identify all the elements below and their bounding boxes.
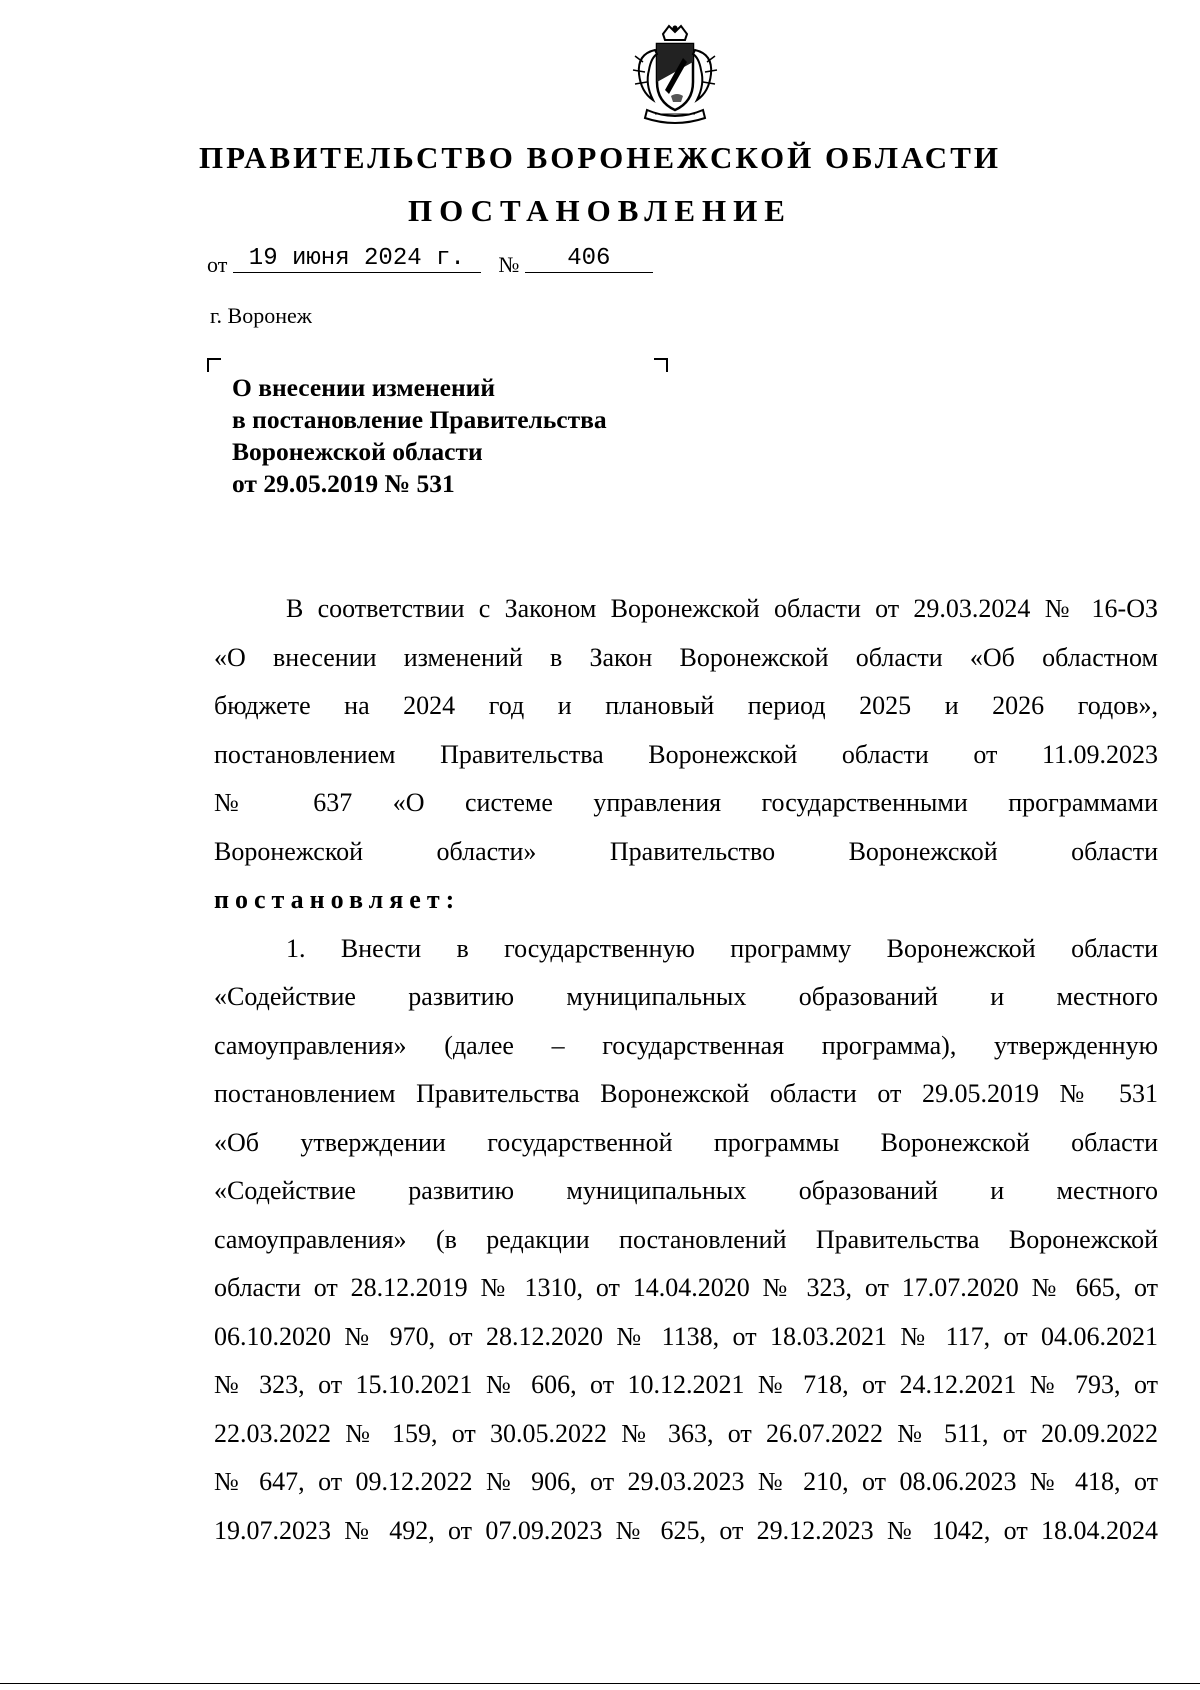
body-line: области от 28.12.2019 № 1310, от 14.04.2020 № 323, от 17.07.2020 № 665, от bbox=[214, 1273, 1158, 1302]
city: г. Воронеж bbox=[210, 303, 312, 328]
body-line: «Содействие развитию муниципальных образований и местного bbox=[214, 1176, 1158, 1205]
body-line: самоуправления» (далее – государственная программа), утвержденную bbox=[214, 1030, 1158, 1060]
body-line: самоуправления» (в редакции постановлений Правительства Воронежской bbox=[214, 1224, 1158, 1254]
subject-line: от 29.05.2019 № 531 bbox=[232, 469, 455, 498]
document-type: ПОСТАНОВЛЕНИЕ bbox=[408, 193, 792, 228]
subject-line: Воронежской области bbox=[232, 437, 483, 466]
body-line: «Содействие развитию муниципальных образований и местного bbox=[214, 982, 1158, 1011]
document-date: 19 июня 2024 г. bbox=[233, 245, 481, 273]
body-line: постановлением Правительства Воронежской области от 11.09.2023 bbox=[214, 739, 1158, 769]
subject-bracket-right bbox=[654, 358, 668, 372]
body-line: № 647, от 09.12.2022 № 906, от 29.03.2023 № 210, от 08.06.2023 № 418, от bbox=[214, 1467, 1158, 1496]
number-prefix: № bbox=[498, 252, 520, 277]
government-title: ПРАВИТЕЛЬСТВО ВОРОНЕЖСКОЙ ОБЛАСТИ bbox=[199, 140, 1001, 175]
coat-of-arms-icon bbox=[625, 22, 725, 128]
body-line: 19.07.2023 № 492, от 07.09.2023 № 625, от 29.12.2023 № 1042, от 18.04.2024 bbox=[214, 1515, 1158, 1545]
body-line: Воронежской области» Правительство Воронежской области bbox=[214, 836, 1158, 866]
body-line: 06.10.2020 № 970, от 28.12.2020 № 1138, от 18.03.2021 № 117, от 04.06.2021 bbox=[214, 1321, 1158, 1351]
body-line: 22.03.2022 № 159, от 30.05.2022 № 363, от 26.07.2022 № 511, от 20.09.2022 bbox=[214, 1418, 1158, 1448]
body-line: «О внесении изменений в Закон Воронежской области «Об областном bbox=[214, 642, 1158, 672]
date-number-line bbox=[207, 245, 653, 281]
document-body bbox=[214, 585, 1158, 1555]
body-line: № 637 «О системе управления государственными программами bbox=[214, 788, 1158, 817]
date-prefix: от bbox=[207, 252, 228, 277]
page-bottom-rule bbox=[0, 1683, 1200, 1684]
subject-bracket-left bbox=[207, 358, 221, 372]
body-line: 1. Внести в государственную программу Воронежской области bbox=[286, 933, 1158, 963]
resolves-word: постановляет: bbox=[214, 885, 461, 914]
document-subject bbox=[232, 372, 607, 500]
body-line: В соответствии с Законом Воронежской области от 29.03.2024 № 16-ОЗ bbox=[286, 594, 1158, 623]
subject-line: О внесении изменений bbox=[232, 373, 496, 402]
body-line: постановлением Правительства Воронежской области от 29.05.2019 № 531 bbox=[214, 1079, 1158, 1108]
document-number: 406 bbox=[525, 245, 653, 273]
body-line: бюджете на 2024 год и плановый период 2025 и 2026 годов», bbox=[214, 691, 1158, 720]
body-line: «Об утверждении государственной программы Воронежской области bbox=[214, 1127, 1158, 1157]
subject-line: в постановление Правительства bbox=[232, 405, 607, 434]
body-line: № 323, от 15.10.2021 № 606, от 10.12.2021 № 718, от 24.12.2021 № 793, от bbox=[214, 1370, 1158, 1399]
